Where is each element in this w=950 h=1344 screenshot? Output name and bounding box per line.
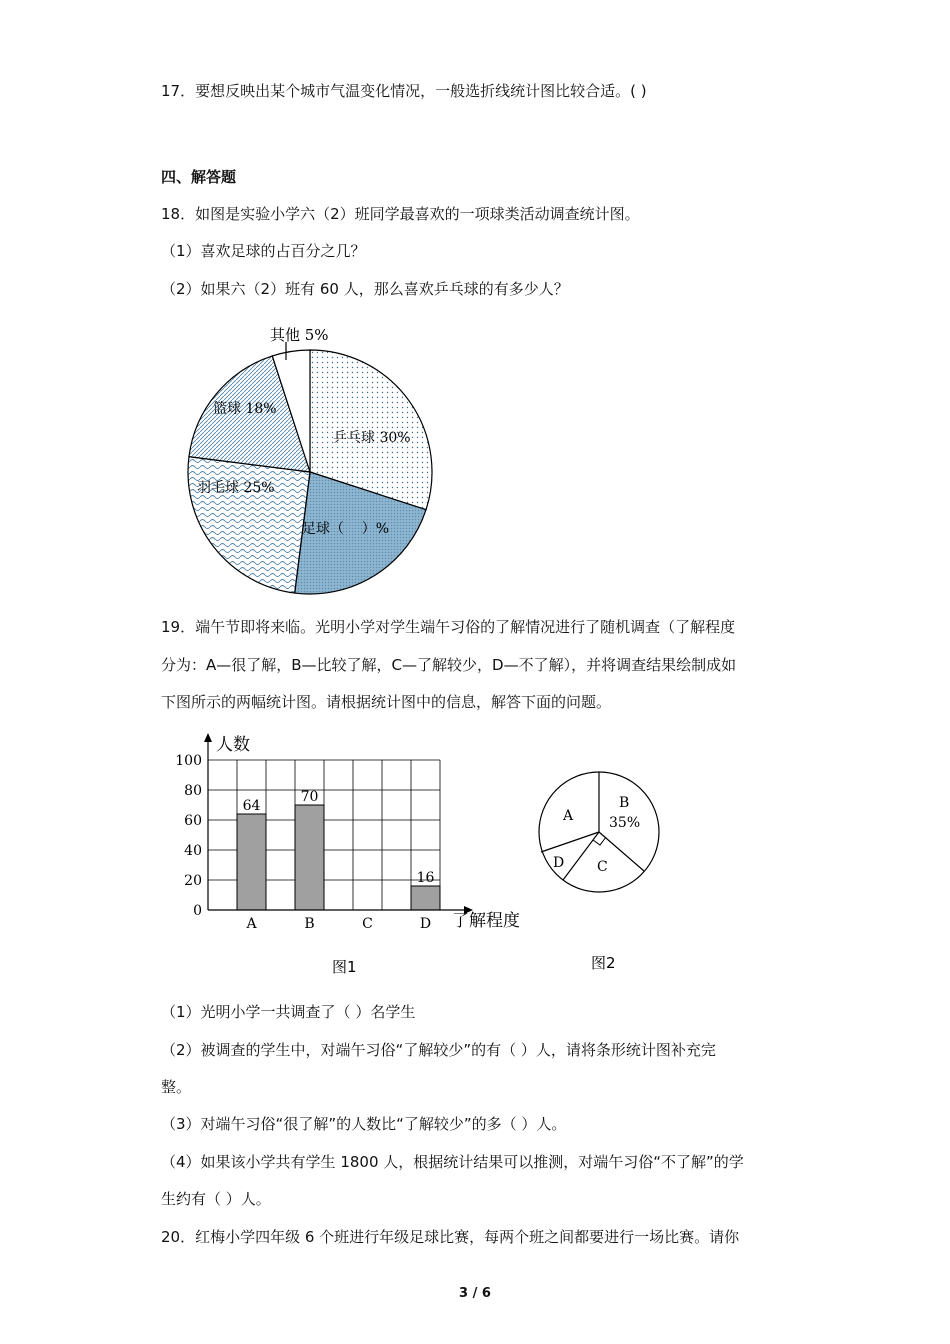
figure2-radius-left	[541, 832, 599, 852]
pie-label-basketball: 篮球 18%	[213, 401, 277, 417]
x-tick-label-A: A	[246, 916, 257, 932]
q19-sub3: （3）对端午习俗“很了解”的人数比“了解较少”的多（ ）人。	[161, 1115, 567, 1133]
bar-A	[237, 814, 266, 910]
q19-sub4b: 生约有（ ）人。	[161, 1190, 271, 1208]
bar-value-label-D: 16	[416, 870, 435, 886]
figure2-caption: 图2	[591, 954, 616, 972]
bar-D	[411, 886, 440, 910]
q19-line3: 下图所示的两幅统计图。请根据统计图中的信息，解答下面的问题。	[161, 693, 612, 711]
q19-sub2a: （2）被调查的学生中，对端午习俗“了解较少”的有（ ）人，请将条形统计图补充完	[161, 1041, 716, 1059]
x-tick-label-C: C	[362, 916, 373, 932]
bar-chart	[170, 730, 530, 990]
pie-label-other: 其他 5%	[270, 326, 329, 344]
x-tick-label-D: D	[419, 916, 432, 932]
section-heading: 四、解答题	[161, 168, 237, 186]
figure2-label-a: A	[563, 808, 574, 824]
y-tick-label: 40	[184, 843, 202, 859]
q19-sub4a: （4）如果该小学共有学生 1800 人，根据统计结果可以推测，对端午习俗“不了解”的学	[161, 1153, 744, 1171]
q17-text: 17．要想反映出某个城市气温变化情况，一般选折线统计图比较合适。( )	[161, 82, 647, 100]
q18-sub2: （2）如果六（2）班有 60 人，那么喜欢乒乓球的有多少人？	[161, 280, 569, 298]
q19-sub2b: 整。	[161, 1078, 192, 1096]
figure2-label-b: B	[619, 795, 630, 811]
figure2-label-b-percent: 35%	[609, 815, 641, 831]
q18-pie-chart	[180, 320, 440, 600]
bar-B	[295, 805, 324, 910]
bar-value-label-A: 64	[242, 798, 261, 814]
q19-sub1: （1）光明小学一共调查了（ ）名学生	[161, 1003, 416, 1021]
y-tick-label: 60	[184, 813, 202, 829]
page-number: 3 / 6	[459, 1286, 491, 1301]
figure2-label-c: C	[597, 859, 608, 875]
figure2-pie-chart	[525, 760, 675, 1010]
pie-label-football: 足球（ ）%	[302, 521, 390, 537]
y-tick-label: 20	[184, 873, 202, 889]
pie-slice-badminton	[188, 457, 310, 593]
q19-line2: 分为：A—很了解，B—比较了解，C—了解较少，D—不了解），并将调查结果绘制成如	[161, 656, 737, 674]
q19-line1: 19．端午节即将来临。光明小学对学生端午习俗的了解情况进行了随机调查（了解程度	[161, 618, 736, 636]
y-tick-label: 80	[184, 783, 202, 799]
x-tick-label-B: B	[304, 916, 315, 932]
x-axis-label: 了解程度	[452, 911, 520, 931]
q18-stem: 18．如图是实验小学六（2）班同学最喜欢的一项球类活动调查统计图。	[161, 205, 640, 223]
y-tick-label: 0	[193, 903, 202, 919]
figure1-caption: 图1	[332, 958, 357, 976]
figure2-radius-bottom	[563, 832, 599, 880]
figure2-label-d: D	[553, 855, 565, 871]
y-tick-label: 100	[175, 753, 202, 769]
pie-label-badminton: 羽毛球 25%	[197, 480, 275, 496]
bar-value-label-B: 70	[300, 789, 319, 805]
pie-label-pingpong: 乒乓球 30%	[333, 430, 411, 446]
q20-text: 20．红梅小学四年级 6 个班进行年级足球比赛，每两个班之间都要进行一场比赛。请你	[161, 1228, 740, 1246]
q18-sub1: （1）喜欢足球的占百分之几？	[161, 242, 366, 260]
y-axis-label: 人数	[216, 735, 250, 755]
y-axis-arrow	[204, 733, 212, 742]
